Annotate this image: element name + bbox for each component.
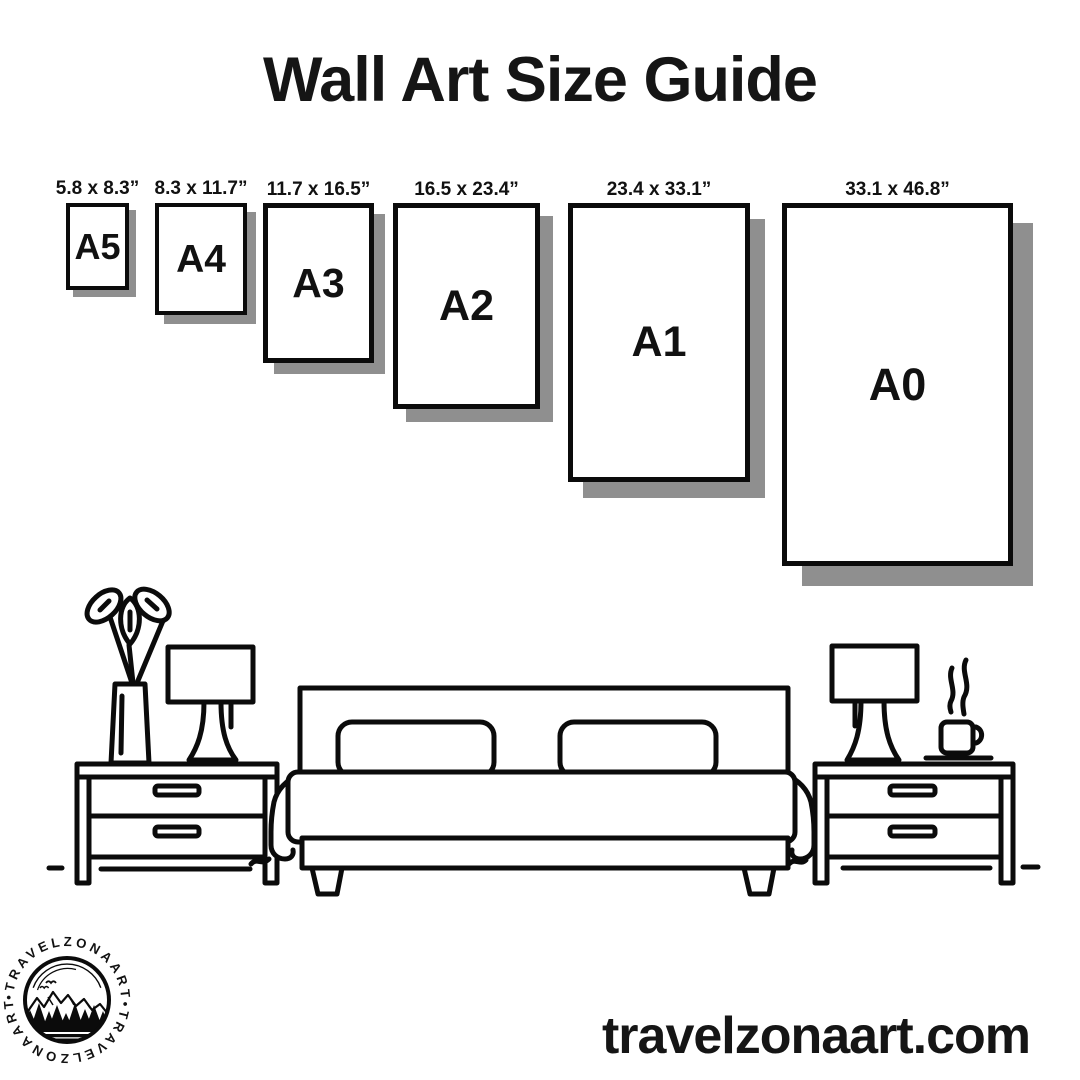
drawer-handle [155, 827, 199, 836]
size-name-a4: A4 [176, 237, 226, 281]
size-dimensions-a1: 23.4 x 33.1” [606, 179, 712, 200]
size-name-a3: A3 [292, 259, 345, 306]
pillow [338, 722, 494, 776]
mattress [288, 772, 795, 842]
size-box-a5 [55, 178, 140, 290]
drawer-handle [890, 786, 935, 795]
size-box-a0 [782, 179, 1013, 566]
logo-badge [0, 928, 140, 1076]
bed-base [302, 838, 788, 868]
size-dimensions-a4: 8.3 x 11.7” [154, 178, 248, 199]
size-box-a1 [568, 179, 750, 482]
bed-leg [312, 868, 342, 894]
size-name-a5: A5 [74, 225, 121, 267]
lamp-shade [168, 647, 253, 702]
steam [963, 660, 967, 714]
bed-leg [744, 868, 774, 894]
footer-website: travelzonaart.com [601, 1007, 1031, 1065]
page-title: Wall Art Size Guide [263, 45, 817, 115]
bedroom-illustration [40, 585, 1045, 905]
steam [950, 668, 953, 712]
size-name-a0: A0 [868, 359, 927, 410]
bed [251, 688, 814, 894]
lamp-shade [832, 646, 917, 701]
size-box-a3 [263, 179, 374, 363]
size-box-a4 [154, 178, 248, 315]
nightstand-left [77, 764, 277, 883]
table-lamp-right [832, 646, 917, 760]
size-name-a2: A2 [439, 281, 494, 330]
drawer-handle [890, 827, 935, 836]
size-name-a1: A1 [631, 318, 687, 366]
brand-ring-text: •TRAVELZONAART•TRAVELZONAART [0, 933, 134, 1067]
drawer-handle [155, 786, 199, 795]
vase-plant [81, 585, 175, 763]
size-dimensions-a5: 5.8 x 8.3” [55, 178, 140, 199]
size-dimensions-a0: 33.1 x 46.8” [845, 179, 950, 200]
coffee-cup [926, 660, 991, 758]
pillow [560, 722, 716, 776]
size-box-a2 [393, 179, 540, 409]
vase [111, 684, 149, 763]
size-dimensions-a2: 16.5 x 23.4” [414, 179, 519, 200]
nightstand-right [815, 764, 1013, 883]
table-lamp-left [168, 647, 253, 760]
size-dimensions-a3: 11.7 x 16.5” [266, 179, 371, 200]
